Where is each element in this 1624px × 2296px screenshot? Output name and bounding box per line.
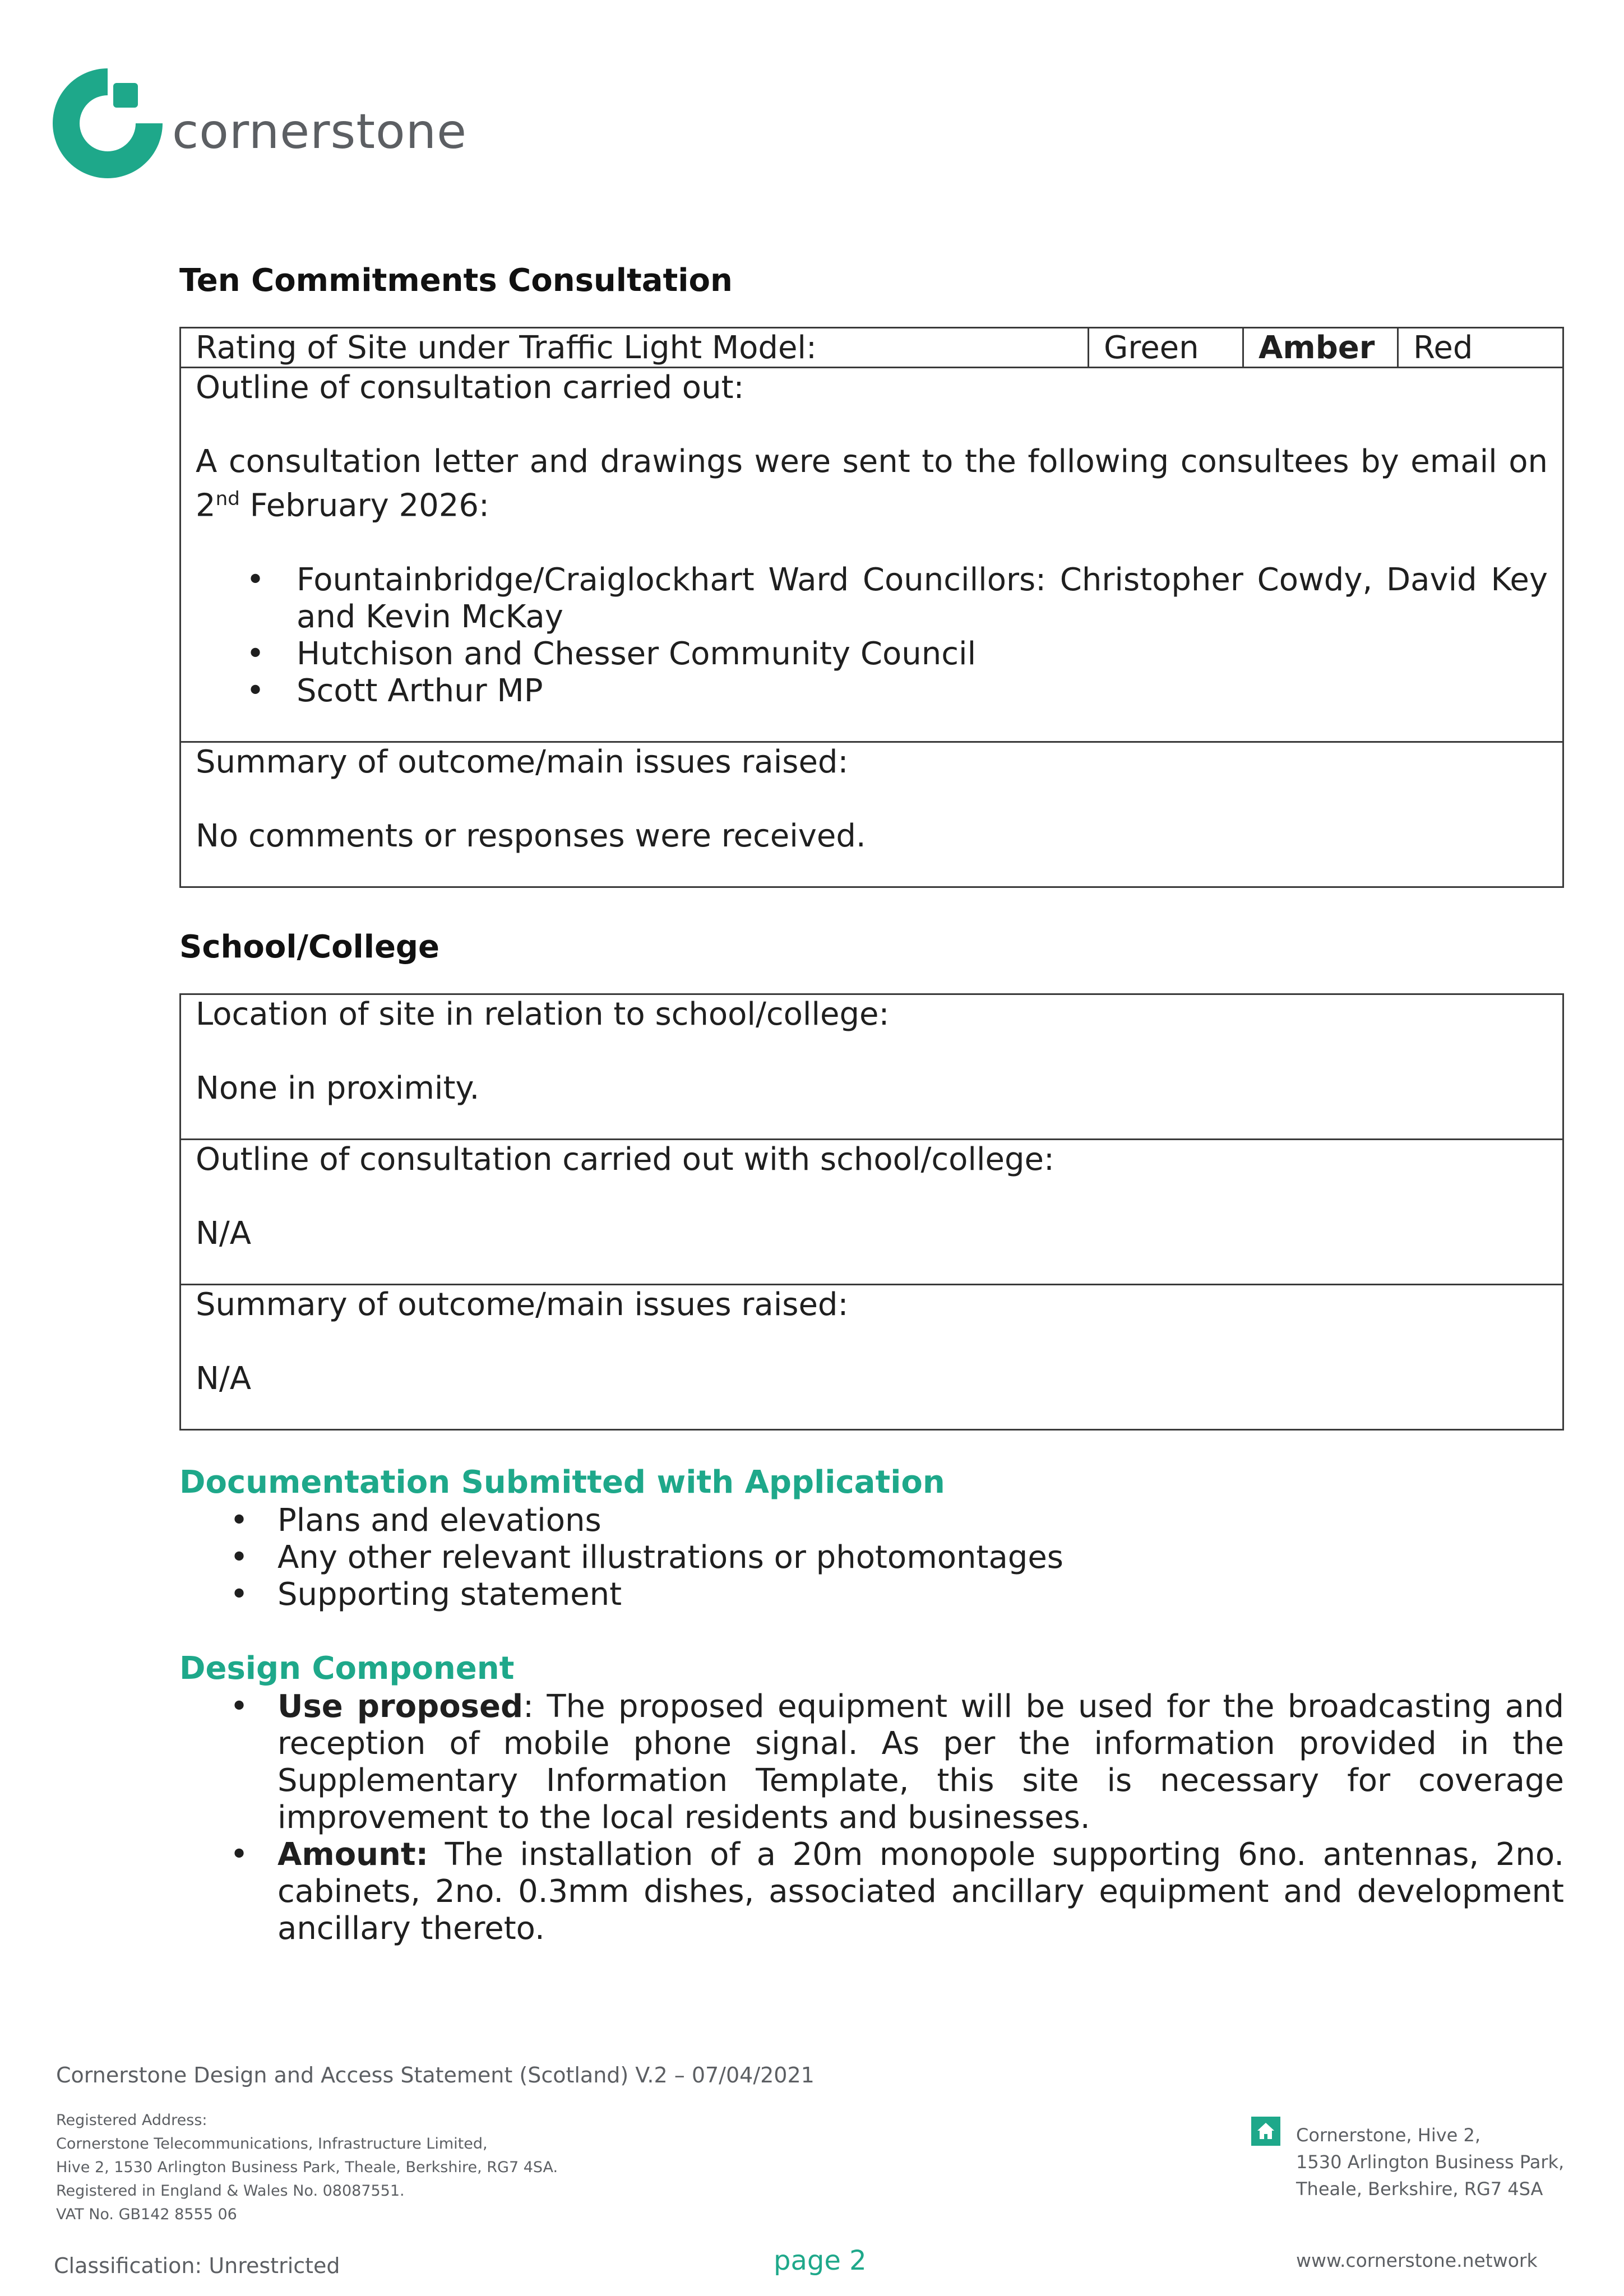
doc-version: Cornerstone Design and Access Statement (Scotland) V.2 – 07/04/2021 [56,2063,815,2087]
summary-row [181,742,1563,887]
list-item: • Any other relevant illustrations or photomontages [277,1539,1564,1576]
outline-superscript: nd [215,488,240,510]
school-table [179,993,1564,1431]
school-summary-label: Summary of outcome/main issues raised: [196,1286,849,1323]
documentation-heading: Documentation Submitted with Application [179,1464,945,1501]
outline-text-after: February 2026: [239,487,489,524]
rating-row [181,328,1563,368]
registered-line: Hive 2, 1530 Arlington Business Park, Theale, Berkshire, RG7 4SA. [56,2159,558,2176]
outline-row [181,368,1563,742]
registered-line: Registered in England & Wales No. 08087551. [56,2182,405,2200]
list-item [277,1688,1564,1836]
location-label: Location of site in relation to school/college: [196,996,890,1033]
outline-cell [181,368,1563,742]
logo-text: cornerstone [172,104,468,160]
list-item: • Supporting statement [277,1576,1564,1613]
outline-text [196,443,1548,525]
list-item: • Hutchison and Chesser Community Council [297,636,1548,673]
registered-line: VAT No. GB142 8555 06 [56,2206,237,2223]
design-heading: Design Component [179,1650,515,1687]
list-item: • Fountainbridge/Craiglockhart Ward Councillors: Christopher Cowdy, David Key and Kevin McKay [297,562,1548,636]
cornerstone-logo-mark [52,67,164,179]
classification: Classification: Unrestricted [54,2253,340,2278]
school-outline-label: Outline of consultation carried out with school/college: [196,1141,1054,1178]
address-line: Cornerstone, Hive 2, [1296,2124,1481,2146]
location-text: None in proximity. [196,1070,480,1107]
document-body [179,255,1564,1947]
page-number: page 2 [774,2245,867,2276]
school-heading: School/College [179,928,439,965]
address-line: 1530 Arlington Business Park, [1296,2151,1565,2173]
list-item: • Plans and elevations [277,1502,1564,1539]
registered-address [56,2109,558,2226]
cornerstone-logo [52,67,468,185]
consultees-list [196,562,1548,710]
summary-cell [181,742,1563,887]
design-item-label: Amount: [277,1836,429,1873]
school-outline-cell [181,1139,1563,1284]
design-list [179,1688,1564,1947]
school-summary-cell [181,1284,1563,1429]
consultation-table [179,327,1564,888]
school-outline-row [181,1139,1563,1284]
school-summary-row [181,1284,1563,1429]
office-address [1296,2122,1564,2202]
registered-line: Registered Address: [56,2112,207,2129]
school-outline-text: N/A [196,1215,252,1252]
rating-amber: Amber [1243,328,1398,368]
rating-label: Rating of Site under Traffic Light Model: [181,328,1089,368]
school-summary-text: N/A [196,1360,252,1397]
website-link[interactable]: www.cornerstone.network [1296,2249,1538,2271]
documentation-list [179,1502,1564,1613]
home-icon [1251,2117,1280,2146]
design-item-text: : The proposed equipment will be used for the broadcasting and reception of mobile phone signal. As per the information provided in the Supplementary Information Template, this site is necessary for coverage improvement to the local residents and businesses. [277,1688,1564,1836]
address-line: Theale, Berkshire, RG7 4SA [1296,2178,1543,2200]
design-item-text: The installation of a 20m monopole supporting 6no. antennas, 2no. cabinets, 2no. 0.3mm dishes, associated ancillary equipment and development ancillary thereto. [277,1836,1564,1947]
list-item: • Scott Arthur MP [297,673,1548,710]
registered-line: Cornerstone Telecommunications, Infrastructure Limited, [56,2135,488,2152]
consultation-heading: Ten Commitments Consultation [179,262,733,299]
summary-text: No comments or responses were received. [196,817,866,854]
location-cell [181,994,1563,1139]
outline-text-before: A consultation letter and drawings were sent to the following consultees by email on 2 [196,443,1548,524]
list-item [277,1836,1564,1947]
rating-red: Red [1398,328,1563,368]
design-item-label: Use proposed [277,1688,524,1725]
summary-label: Summary of outcome/main issues raised: [196,743,849,780]
location-row [181,994,1563,1139]
outline-label: Outline of consultation carried out: [196,369,744,406]
rating-green: Green [1089,328,1243,368]
